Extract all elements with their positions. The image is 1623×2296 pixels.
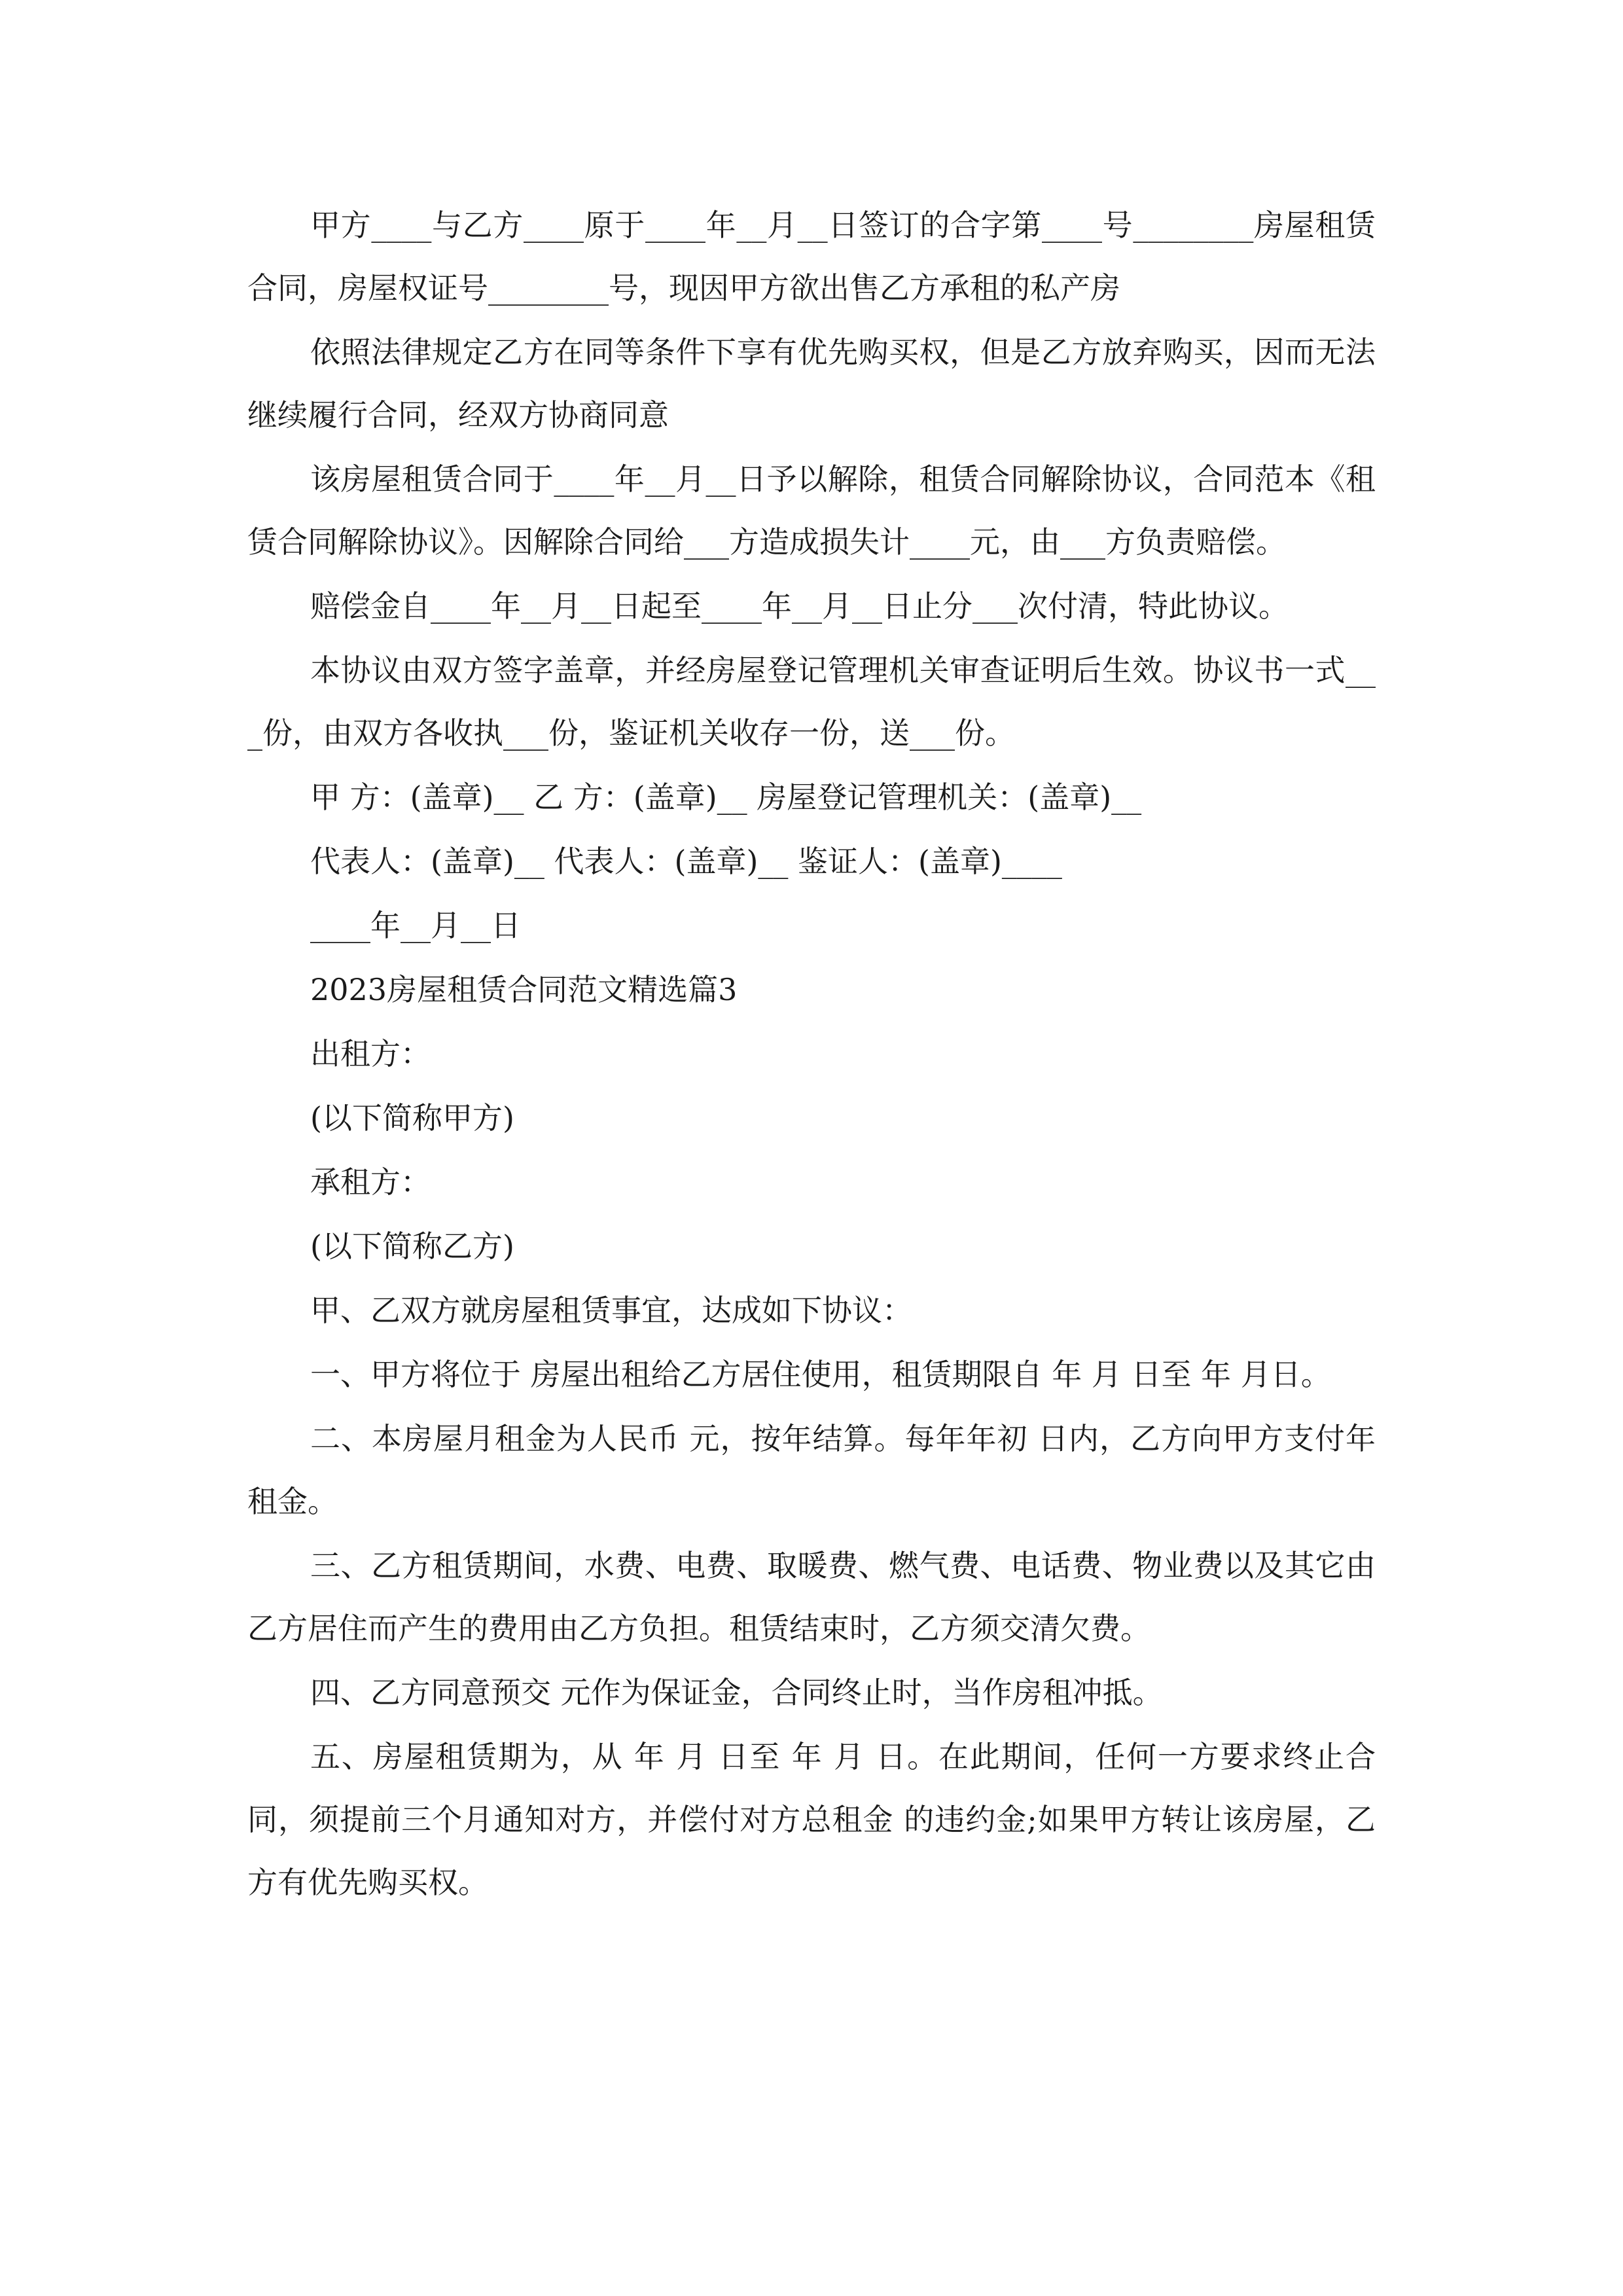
clause-4-deposit: 四、乙方同意预交 元作为保证金，合同终止时，当作房租冲抵。 [310, 1675, 1163, 1710]
signature-date: ____年__月__日 [310, 908, 521, 943]
section-title: 2023房屋租赁合同范文精选篇3 [310, 972, 738, 1007]
signature-line-parties: 甲 方：(盖章)__ 乙 方：(盖章)__ 房屋登记管理机关：(盖章)__ [310, 780, 1142, 815]
document-body [247, 194, 1376, 1915]
lessee-label: 承租方： [310, 1164, 431, 1200]
signature-line-representatives: 代表人：(盖章)__ 代表人：(盖章)__ 鉴证人：(盖章)____ [310, 844, 1062, 879]
agreement-intro: 甲、乙双方就房屋租赁事宜，达成如下协议： [310, 1293, 912, 1328]
clause-3-fees: 三、乙方租赁期间，水费、电费、取暖费、燃气费、电话费、物业费以及其它由乙方居住而产生的费用由乙方负担。租赁结束时，乙方须交清欠费。 [247, 1548, 1376, 1646]
paragraph-termination-date: 该房屋租赁合同于____年__月__日予以解除，租赁合同解除协议，合同范本《租赁合同解除协议》。因解除合同给___方造成损失计____元，由___方负责赔偿。 [247, 461, 1376, 560]
paragraph-preemption-right: 依照法律规定乙方在同等条件下享有优先购买权，但是乙方放弃购买，因而无法继续履行合同，经双方协商同意 [247, 334, 1376, 433]
clause-1-lease-term: 一、甲方将位于 房屋出租给乙方居住使用，租赁期限自 年 月 日至 年 月日。 [310, 1357, 1331, 1392]
lessee-alias: (以下简称乙方) [310, 1229, 514, 1264]
lessor-alias: (以下简称甲方) [310, 1100, 514, 1136]
lessor-label: 出租方： [310, 1036, 431, 1071]
paragraph-effectiveness: 本协议由双方签字盖章，并经房屋登记管理机关审查证明后生效。协议书一式___份，由双方各收执___份，鉴证机关收存一份，送___份。 [247, 653, 1376, 751]
clause-5-termination: 五、房屋租赁期为，从 年 月 日至 年 月 日。在此期间，任何一方要求终止合同，须提前三个月通知对方，并偿付对方总租金 的违约金;如果甲方转让该房屋，乙方有优先购买权。 [247, 1739, 1376, 1900]
paragraph-original-contract: 甲方____与乙方____原于____年__月__日签订的合字第____号________房屋租赁合同，房屋权证号________号，现因甲方欲出售乙方承租的私产房 [247, 207, 1376, 306]
paragraph-compensation-schedule: 赔偿金自____年__月__日起至____年__月__日止分___次付清，特此协议。 [310, 588, 1289, 624]
clause-2-rent: 二、本房屋月租金为人民币 元，按年结算。每年年初 日内，乙方向甲方支付年租金。 [247, 1421, 1376, 1519]
